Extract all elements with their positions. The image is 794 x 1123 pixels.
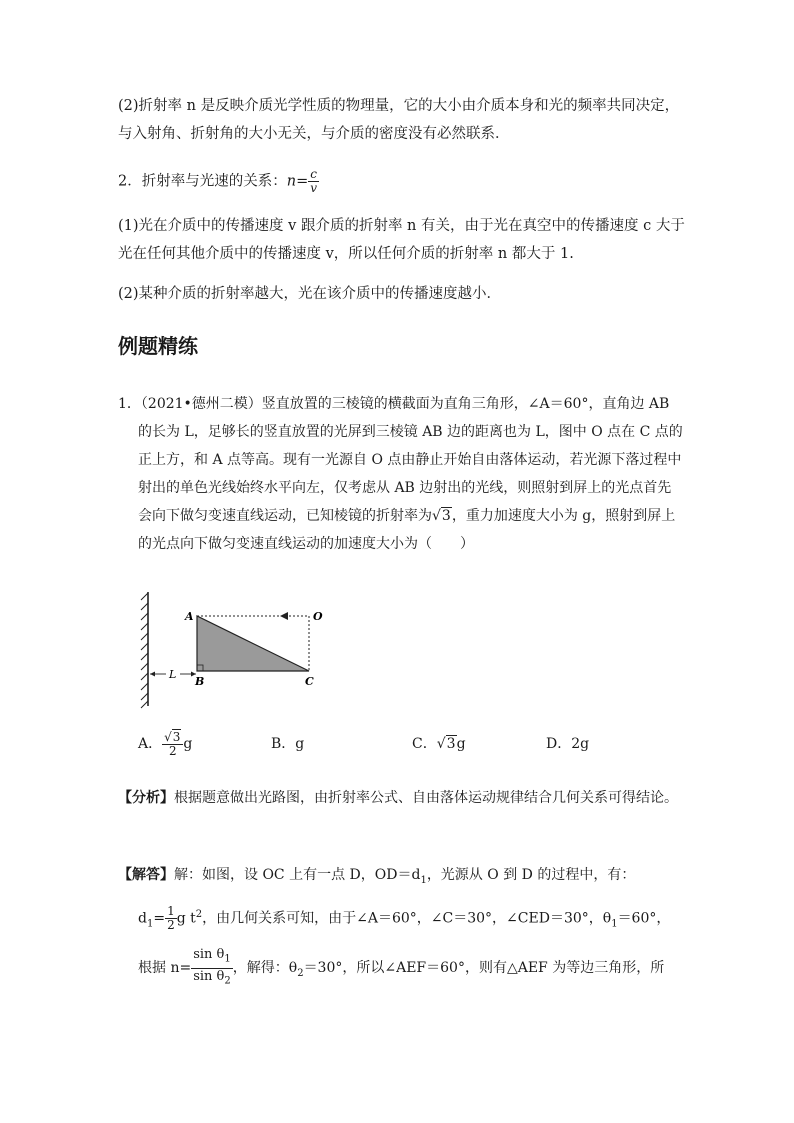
- analysis-text: 根据题意做出光路图，由折射率公式、自由落体运动规律结合几何关系可得结论。: [174, 790, 678, 806]
- ray-arrow-icon: [280, 612, 288, 620]
- prism-triangle: [197, 616, 309, 671]
- label-L: L: [169, 668, 177, 681]
- answer-theta-sub: 1: [611, 918, 618, 930]
- label-B: B: [195, 675, 205, 688]
- option-c-label: C．: [412, 736, 437, 752]
- option-c-sqrt: √3: [436, 736, 456, 752]
- analysis-block: [118, 783, 693, 813]
- answer-line-3a: 根据 n=: [138, 960, 192, 977]
- option-d[interactable]: D．2g: [546, 736, 590, 752]
- q1-line-5b: ，重力加速度大小为 g，照射到屏上: [451, 508, 676, 524]
- prism-figure: [138, 588, 338, 713]
- fraction-num: c: [310, 167, 317, 181]
- q1-line-2: 的长为 L，足够长的竖直放置的光屏到三棱镜 AB 边的距离也为 L，图中 O 点在 C 点的: [138, 424, 683, 440]
- answer-half-den: 2: [167, 917, 175, 932]
- answer-eq-tail: g t: [176, 910, 196, 927]
- answer-sup: 2: [195, 908, 203, 920]
- option-a-tail: g: [183, 736, 193, 752]
- wall-hatching: [141, 593, 148, 708]
- analysis-tag: 【分析】: [118, 790, 174, 806]
- option-c[interactable]: [412, 730, 466, 758]
- paragraph-refraction-property: (2)折射率 n 是反映介质光学性质的物理量，它的大小由介质本身和光的频率共同决定，与入射角、折射角的大小无关，与介质的密度没有必然联系．: [118, 98, 680, 142]
- answer-theta2-sub: 2: [297, 968, 304, 980]
- fraction-c-over-v: [308, 168, 319, 195]
- answer-line-2-text: ，由几何关系可知，由于∠A＝60°，∠C＝30°，∠CED＝30°，θ: [202, 910, 612, 927]
- relation-n: n=: [286, 173, 309, 190]
- fraction-den: v: [310, 181, 318, 195]
- answer-d: d: [138, 910, 147, 927]
- answer-sine-num: sin θ: [193, 947, 225, 963]
- option-a-den: 2: [168, 743, 177, 758]
- answer-sub-1: 1: [420, 874, 427, 886]
- answer-line-2b: ＝60°，: [617, 910, 671, 927]
- paragraph-speed-detail: (1)光在介质中的传播速度 v 跟介质的折射率 n 有关，由于光在真空中的传播速度 c 大于光在任何其他介质中的传播速度 v，所以任何介质的折射率 n 都大于 1.: [118, 218, 685, 262]
- q1-line-1: 1．（2021•德州二模）竖直放置的三棱镜的横截面为直角三角形，∠A＝60°，直角边 AB: [118, 396, 670, 412]
- paragraph-larger-index: (2)某种介质的折射率越大，光在该介质中的传播速度越小．: [118, 286, 502, 302]
- q1-line-5a: 会向下做匀变速直线运动，已知棱镜的折射率为: [138, 508, 432, 524]
- label-C: C: [305, 675, 314, 688]
- answer-line-2: $d_1=$ $\frac{1}{2}$ g $t^2$，由几何关系可知，由于∠A＝60°，∠C＝30°，∠CED＝30°，$\theta_1=60^\circ$，: [138, 903, 671, 932]
- option-a-fraction: $\frac{√3}{2}$: [162, 731, 183, 758]
- option-a-label: A．: [138, 736, 163, 752]
- answer-block: [118, 858, 693, 991]
- q1-line-6: 的光点向下做匀变速直线运动的加速度大小为（ ）: [138, 536, 474, 552]
- section-heading: 例题精练: [118, 334, 198, 358]
- q1-line-3: 正上方，和 A 点等高。现有一光源自 O 点由静止开始自由落体运动，若光源下落过程中: [138, 452, 682, 468]
- answer-line-3b: ，解得：θ: [232, 960, 298, 977]
- answer-line-3c: ＝30°，所以∠AEF＝60°，则有△AEF 为等边三角形，所: [303, 960, 665, 977]
- option-c-tail: g: [456, 736, 466, 752]
- relation-prefix: 2．折射率与光速的关系：: [118, 173, 287, 190]
- dim-arrow-left-icon: [150, 672, 155, 677]
- answer-sine-den-sub: 2: [224, 975, 231, 987]
- q1-line-4: 射出的单色光线始终水平向左，仅考虑从 AB 边射出的光线，则照射到屏上的光点首先: [138, 480, 672, 496]
- answer-sine-num-sub: 1: [224, 953, 231, 965]
- option-a[interactable]: [138, 730, 192, 758]
- q1-line-5: [118, 502, 693, 530]
- label-O: O: [313, 610, 323, 623]
- answer-tag: 【解答】: [118, 867, 174, 883]
- answer-half-fraction: [165, 905, 177, 932]
- question-1: [118, 390, 693, 558]
- answer-line-1b: ，光源从 O 到 D 的过程中，有：: [426, 867, 636, 883]
- sqrt-3: √3: [432, 508, 451, 524]
- answer-line-3: [118, 947, 693, 991]
- answer-d-sub: 1: [146, 918, 154, 930]
- paragraph-speed-relation: [118, 168, 688, 195]
- sqrt-3-radicand: 3: [441, 508, 451, 524]
- label-A: A: [185, 610, 194, 623]
- option-b[interactable]: B．g: [271, 736, 305, 752]
- answer-line-1: 解：如图，设 OC 上有一点 D，OD＝d: [174, 867, 421, 883]
- option-c-radicand: 3: [446, 736, 456, 752]
- answer-sine-den: sin θ: [193, 968, 225, 984]
- option-a-radicand: 3: [172, 729, 181, 744]
- answer-sine-fraction: [191, 947, 233, 989]
- answer-half-num: 1: [167, 903, 175, 918]
